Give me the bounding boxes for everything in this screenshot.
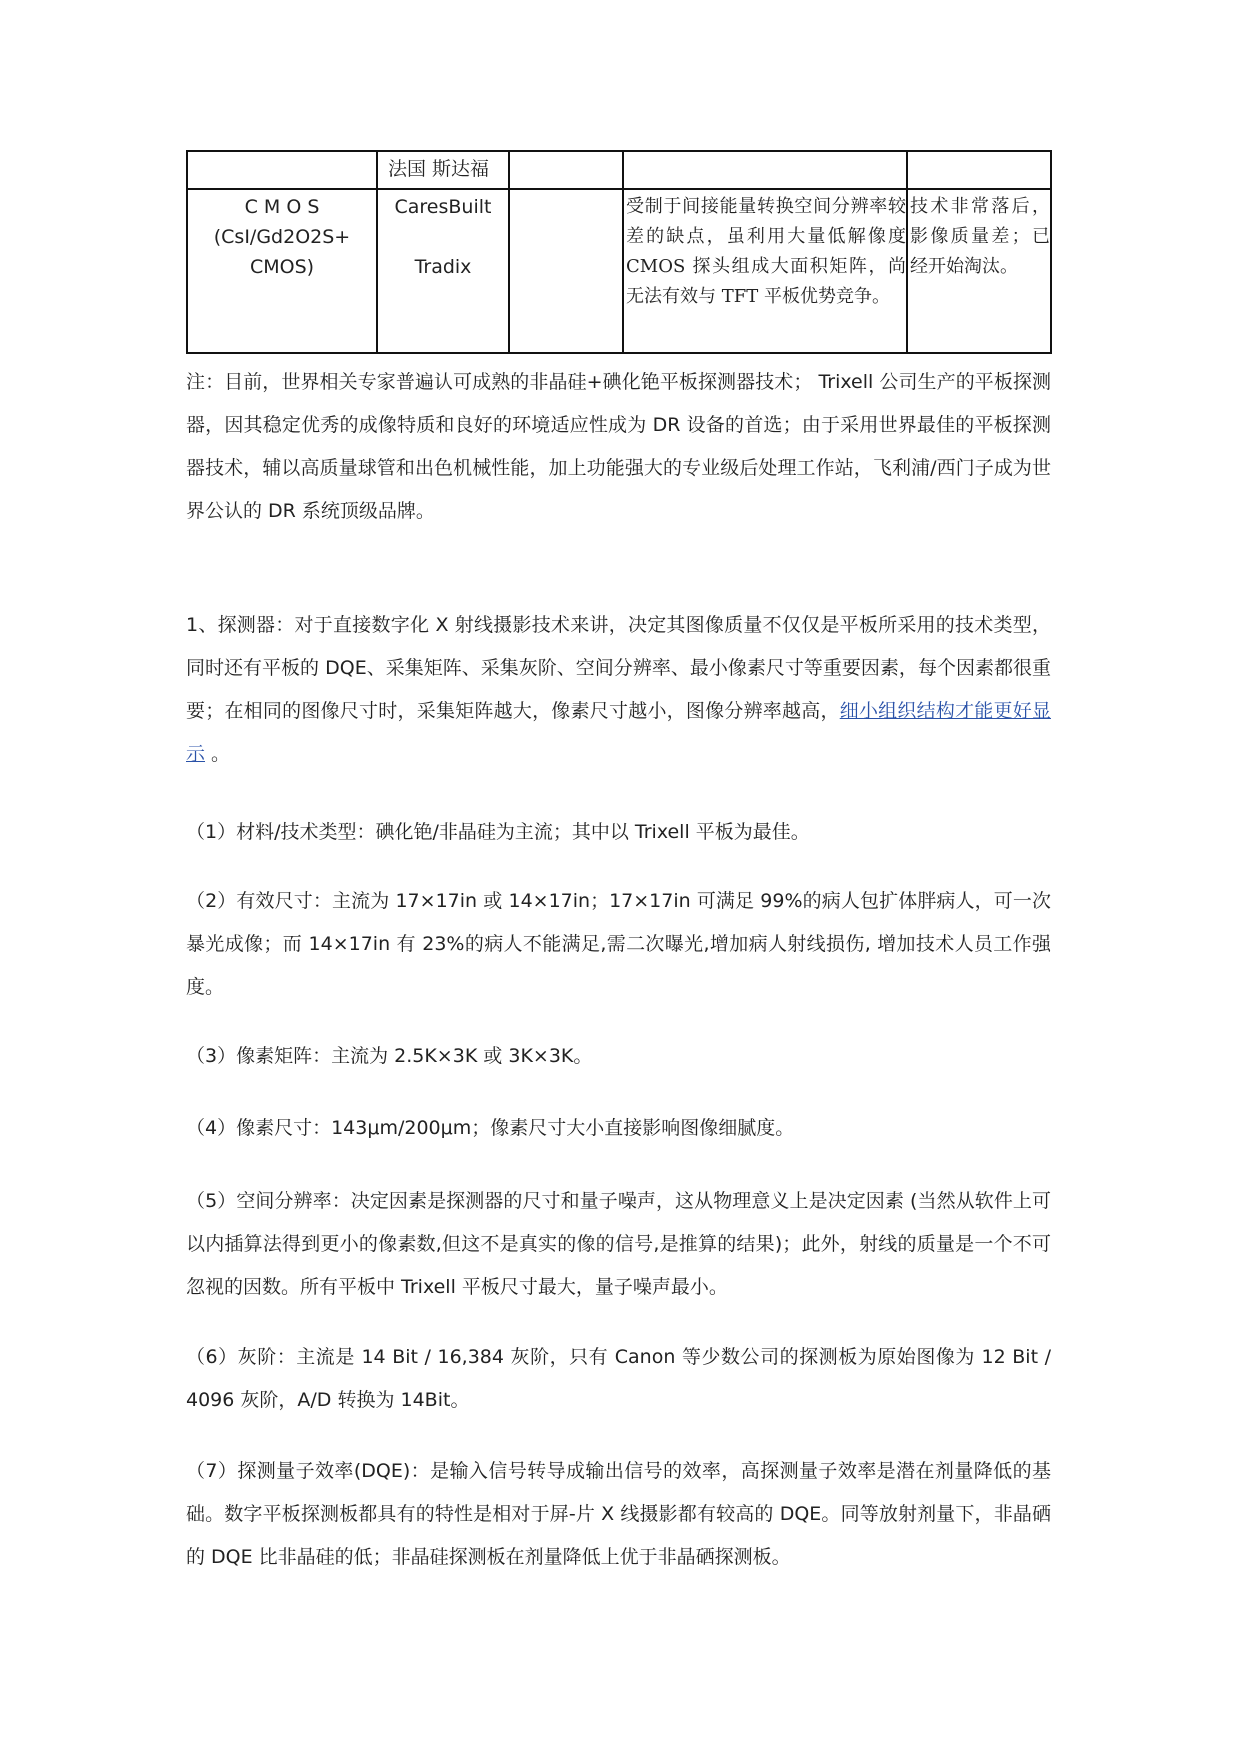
table-cell-empty: [509, 189, 623, 353]
table-row: [187, 189, 1051, 353]
section-detector-paragraph: [186, 604, 1051, 776]
table-cell-empty: [509, 151, 623, 189]
table-cell-detector-type: [187, 189, 377, 353]
fine-structure-link[interactable]: 细小组织结构才能更好显示: [186, 700, 1051, 765]
table-cell-empty: [187, 151, 377, 189]
manufacturer-name: Tradix: [414, 256, 472, 278]
item-spatial-resolution: （5）空间分辨率：决定因素是探测器的尺寸和量子噪声，这从物理意义上是决定因素 (当然从软件上可以内插算法得到更小的像素数,但这不是真实的像的信号,是推算的结果)；此外，射线的质量是一个不可忽视的因数。所有平板中 Trixell 平板尺寸最大，量子噪声最小。: [186, 1190, 1051, 1298]
table-cell-comment: 技术非常落后，影像质量差；已经开始淘汰。: [907, 189, 1051, 353]
table-cell-weakness: 受制于间接能量转换空间分辨率较差的缺点，虽利用大量低解像度 CMOS 探头组成大面积矩阵，尚无法有效与 TFT 平板优势竞争。: [623, 189, 907, 353]
note-paragraph: 注：目前，世界相关专家普遍认可成熟的非晶硅+碘化铯平板探测器技术； Trixell 公司生产的平板探测器，因其稳定优秀的成像特质和良好的环境适应性成为 DR 设备的首选；由于采用世界最佳的平板探测器技术，辅以高质量球管和出色机械性能，加上功能强大的专业级后处理工作站，飞利浦/西门子成为世界公认的 DR 系统顶级品牌。: [186, 371, 1051, 522]
item-gray-scale: （6）灰阶：主流是 14 Bit / 16,384 灰阶，只有 Canon 等少数公司的探测板为原始图像为 12 Bit / 4096 灰阶，A/D 转换为 14Bit。: [186, 1346, 1051, 1411]
detector-comparison-table: [186, 150, 1052, 354]
table-cell-manufacturers: [377, 189, 509, 353]
manufacturer-name: CaresBuilt: [394, 196, 492, 218]
item-pixel-matrix: （3）像素矩阵：主流为 2.5K×3K 或 3K×3K。: [186, 1045, 593, 1067]
table-cell-origin: 法国 斯达福: [377, 151, 509, 189]
detector-type-line: (CsI/Gd2O2S+: [213, 226, 351, 248]
table-cell-empty: [623, 151, 907, 189]
table-row: [187, 151, 1051, 189]
detector-type-line: CMOS): [249, 256, 315, 278]
item-material-type: （1）材料/技术类型：碘化铯/非晶硅为主流；其中以 Trixell 平板为最佳。: [186, 821, 810, 843]
section-detector-text: 1、探测器：对于直接数字化 X 射线摄影技术来讲，决定其图像质量不仅仅是平板所采用的技术类型，同时还有平板的 DQE、采集矩阵、采集灰阶、空间分辨率、最小像素尺寸等重要因素，每个因素都很重要；在相同的图像尺寸时，采集矩阵越大，像素尺寸越小，图像分辨率越高，: [186, 614, 1051, 722]
table-cell-empty: [907, 151, 1051, 189]
item-dqe: （7）探测量子效率(DQE)：是输入信号转导成输出信号的效率，高探测量子效率是潜在剂量降低的基础。数字平板探测板都具有的特性是相对于屏-片 X 线摄影都有较高的 DQE。同等放射剂量下，非晶硒的 DQE 比非晶硅的低；非晶硅探测板在剂量降低上优于非晶硒探测板。: [186, 1460, 1051, 1568]
item-pixel-size: （4）像素尺寸：143μm/200μm；像素尺寸大小直接影响图像细腻度。: [186, 1117, 795, 1139]
item-effective-size: （2）有效尺寸：主流为 17×17in 或 14×17in；17×17in 可满足 99%的病人包扩体胖病人，可一次暴光成像；而 14×17in 有 23%的病人不能满足,需二次曝光,增加病人射线损伤, 增加技术人员工作强度。: [186, 890, 1051, 998]
detector-type-line: C M O S: [244, 196, 320, 218]
section-detector-tail: 。: [205, 743, 231, 765]
